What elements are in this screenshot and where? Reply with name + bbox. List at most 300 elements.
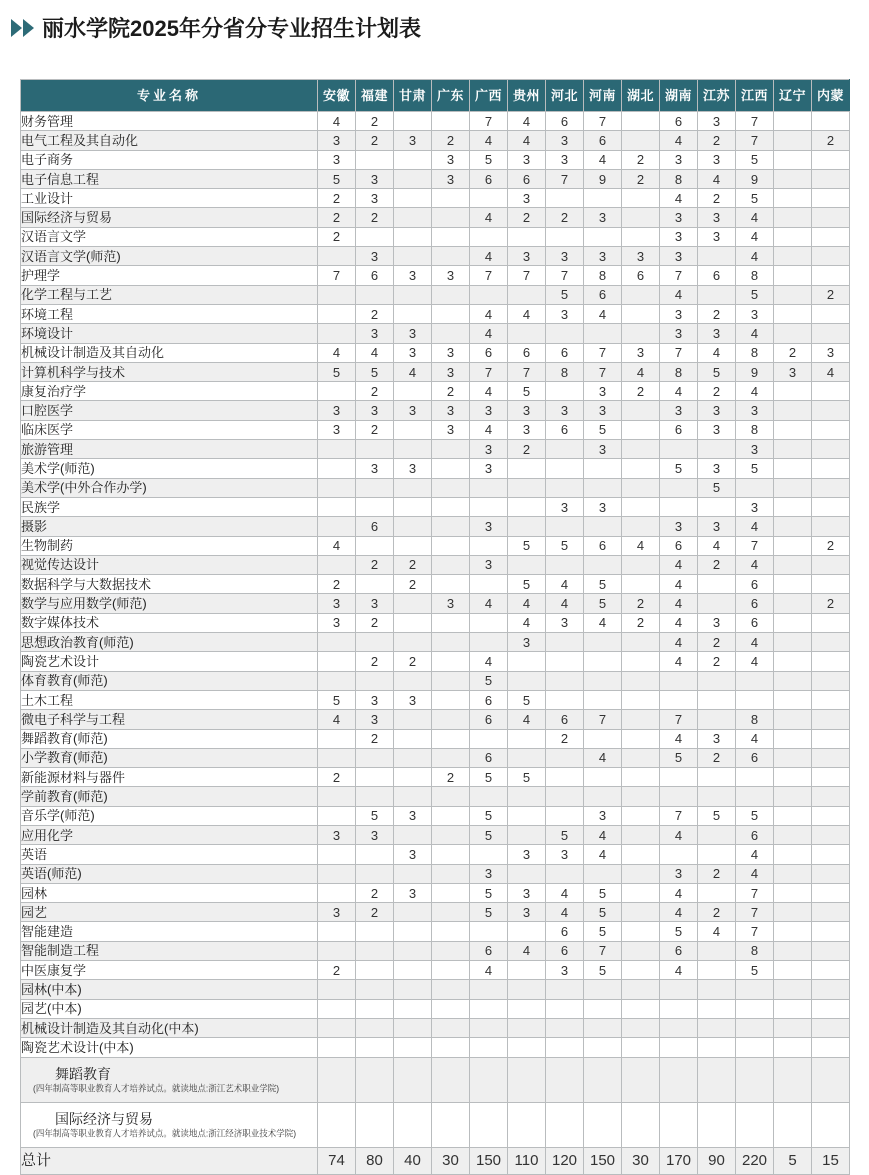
plan-count-cell	[774, 478, 812, 497]
plan-count-cell: 6	[508, 343, 546, 362]
plan-count-cell	[432, 633, 470, 652]
plan-count-cell: 6	[660, 112, 698, 131]
plan-count-cell	[774, 112, 812, 131]
plan-count-cell: 7	[660, 343, 698, 362]
plan-count-cell	[470, 633, 508, 652]
plan-count-cell: 3	[546, 497, 584, 516]
plan-count-cell: 2	[812, 285, 850, 304]
total-count-cell: 170	[660, 1147, 698, 1174]
plan-count-cell: 5	[698, 478, 736, 497]
major-name-cell: 智能建造	[21, 922, 318, 941]
plan-count-cell: 6	[736, 613, 774, 632]
plan-count-cell: 3	[698, 517, 736, 536]
col-header-province: 贵州	[508, 80, 546, 112]
table-row	[21, 459, 850, 478]
plan-count-cell	[774, 980, 812, 999]
major-name-cell: 环境工程	[21, 304, 318, 323]
plan-count-cell	[546, 189, 584, 208]
plan-count-cell	[508, 864, 546, 883]
plan-count-cell: 5	[546, 536, 584, 555]
major-note-text: (四年制高等职业教育人才培养试点。就读地点:浙江经济职业技术学院)	[33, 1127, 297, 1139]
plan-count-cell	[432, 1102, 470, 1147]
plan-count-cell: 5	[508, 575, 546, 594]
plan-count-cell: 5	[584, 922, 622, 941]
plan-count-cell	[698, 999, 736, 1018]
plan-count-cell: 4	[470, 961, 508, 980]
plan-count-cell: 2	[356, 131, 394, 150]
plan-count-cell	[318, 247, 356, 266]
plan-count-cell: 4	[546, 883, 584, 902]
plan-count-cell	[584, 1057, 622, 1102]
table-row	[21, 131, 850, 150]
plan-count-cell: 7	[736, 536, 774, 555]
plan-count-cell	[698, 1018, 736, 1037]
plan-count-cell	[356, 1102, 394, 1147]
col-header-major: 专业名称	[21, 80, 318, 112]
total-count-cell: 150	[470, 1147, 508, 1174]
plan-count-cell	[812, 883, 850, 902]
plan-count-cell	[394, 382, 432, 401]
plan-count-cell: 6	[584, 536, 622, 555]
plan-count-cell: 3	[432, 169, 470, 188]
major-name-cell: 园艺	[21, 903, 318, 922]
table-row	[21, 941, 850, 960]
plan-count-cell	[432, 652, 470, 671]
major-name-cell: 英语(师范)	[21, 864, 318, 883]
plan-count-cell	[584, 633, 622, 652]
plan-count-cell	[622, 497, 660, 516]
plan-count-cell	[394, 903, 432, 922]
plan-count-cell	[546, 1018, 584, 1037]
plan-count-cell	[774, 517, 812, 536]
major-name-cell: 视觉传达设计	[21, 555, 318, 574]
plan-count-cell: 4	[660, 131, 698, 150]
table-row	[21, 247, 850, 266]
plan-count-cell: 2	[698, 189, 736, 208]
plan-count-cell: 4	[470, 131, 508, 150]
plan-count-cell: 3	[584, 247, 622, 266]
plan-count-cell	[812, 613, 850, 632]
plan-count-cell: 2	[356, 613, 394, 632]
plan-count-cell	[584, 478, 622, 497]
plan-count-cell: 2	[698, 633, 736, 652]
plan-count-cell	[698, 961, 736, 980]
plan-count-cell: 4	[660, 652, 698, 671]
plan-count-cell: 4	[508, 613, 546, 632]
plan-count-cell: 6	[470, 748, 508, 767]
plan-count-cell	[432, 285, 470, 304]
major-name-cell: 国际经济与贸易	[21, 208, 318, 227]
plan-count-cell	[622, 1102, 660, 1147]
plan-count-cell	[774, 961, 812, 980]
table-row	[21, 169, 850, 188]
plan-count-cell: 4	[470, 304, 508, 323]
plan-count-cell	[812, 1018, 850, 1037]
plan-count-cell	[394, 440, 432, 459]
plan-count-cell: 6	[584, 131, 622, 150]
plan-count-cell	[774, 652, 812, 671]
plan-count-cell: 7	[736, 112, 774, 131]
plan-count-cell: 3	[698, 112, 736, 131]
plan-count-cell	[318, 478, 356, 497]
plan-count-cell	[660, 690, 698, 709]
plan-count-cell	[546, 1102, 584, 1147]
plan-count-cell: 8	[546, 362, 584, 381]
plan-count-cell: 2	[812, 594, 850, 613]
plan-count-cell: 2	[698, 555, 736, 574]
plan-count-cell	[508, 748, 546, 767]
plan-count-cell	[318, 922, 356, 941]
plan-count-cell: 5	[356, 362, 394, 381]
plan-count-cell	[470, 478, 508, 497]
plan-count-cell	[470, 1057, 508, 1102]
plan-count-cell: 5	[736, 961, 774, 980]
plan-count-cell	[546, 324, 584, 343]
plan-count-cell	[584, 729, 622, 748]
plan-count-cell: 8	[736, 343, 774, 362]
table-row	[21, 285, 850, 304]
plan-count-cell	[812, 517, 850, 536]
double-right-arrow-icon	[11, 19, 35, 37]
plan-count-cell	[774, 710, 812, 729]
plan-count-cell: 2	[698, 382, 736, 401]
plan-count-cell	[432, 864, 470, 883]
plan-count-cell	[470, 497, 508, 516]
major-name-cell: 民族学	[21, 497, 318, 516]
plan-count-cell	[812, 112, 850, 131]
plan-count-cell	[432, 671, 470, 690]
plan-count-cell: 2	[546, 208, 584, 227]
plan-count-cell: 6	[508, 169, 546, 188]
plan-count-cell	[812, 440, 850, 459]
plan-count-cell	[698, 671, 736, 690]
plan-count-cell	[698, 845, 736, 864]
major-name-cell: 机械设计制造及其自动化(中本)	[21, 1018, 318, 1037]
plan-count-cell: 7	[584, 941, 622, 960]
plan-count-cell	[356, 536, 394, 555]
major-name-cell: 园林	[21, 883, 318, 902]
plan-count-cell: 4	[394, 362, 432, 381]
plan-count-cell: 3	[546, 131, 584, 150]
plan-count-cell: 4	[736, 555, 774, 574]
plan-count-cell: 3	[318, 594, 356, 613]
plan-count-cell	[432, 227, 470, 246]
total-count-cell: 30	[432, 1147, 470, 1174]
major-name-cell: 美术学(师范)	[21, 459, 318, 478]
plan-count-cell: 4	[660, 961, 698, 980]
plan-count-cell: 3	[698, 729, 736, 748]
plan-count-cell	[584, 980, 622, 999]
plan-count-cell	[432, 903, 470, 922]
plan-count-cell	[432, 941, 470, 960]
plan-count-cell: 2	[698, 304, 736, 323]
table-row	[21, 999, 850, 1018]
plan-count-cell	[774, 304, 812, 323]
plan-count-cell: 7	[736, 131, 774, 150]
plan-count-cell	[774, 825, 812, 844]
plan-count-cell	[394, 478, 432, 497]
plan-count-cell: 4	[660, 285, 698, 304]
major-name-cell: 美术学(中外合作办学)	[21, 478, 318, 497]
plan-count-cell	[394, 304, 432, 323]
plan-count-cell: 3	[432, 401, 470, 420]
plan-count-cell: 4	[698, 536, 736, 555]
plan-count-cell	[812, 420, 850, 439]
plan-count-cell	[356, 787, 394, 806]
plan-count-cell: 3	[394, 401, 432, 420]
total-count-cell: 40	[394, 1147, 432, 1174]
plan-count-cell	[394, 247, 432, 266]
major-name-cell: 生物制药	[21, 536, 318, 555]
plan-count-cell: 7	[584, 112, 622, 131]
plan-count-cell: 5	[584, 420, 622, 439]
plan-count-cell	[432, 1038, 470, 1057]
plan-count-cell	[470, 227, 508, 246]
plan-count-cell: 2	[356, 903, 394, 922]
plan-count-cell	[812, 787, 850, 806]
plan-count-cell	[394, 189, 432, 208]
plan-count-cell	[394, 517, 432, 536]
plan-count-cell: 4	[584, 845, 622, 864]
plan-count-cell	[356, 845, 394, 864]
plan-count-cell: 2	[698, 748, 736, 767]
plan-count-cell	[356, 1057, 394, 1102]
plan-count-cell	[546, 440, 584, 459]
plan-count-cell: 3	[698, 150, 736, 169]
plan-count-cell	[394, 748, 432, 767]
plan-count-cell	[356, 150, 394, 169]
plan-count-cell	[812, 690, 850, 709]
col-header-province: 广东	[432, 80, 470, 112]
plan-count-cell: 5	[318, 362, 356, 381]
plan-count-cell	[774, 1018, 812, 1037]
plan-count-cell	[432, 459, 470, 478]
plan-count-cell: 2	[622, 594, 660, 613]
plan-count-cell	[774, 189, 812, 208]
plan-count-cell	[622, 189, 660, 208]
major-name-cell: 临床医学	[21, 420, 318, 439]
plan-count-cell: 8	[660, 169, 698, 188]
plan-count-cell	[736, 768, 774, 787]
plan-count-cell	[774, 208, 812, 227]
plan-count-cell: 4	[508, 112, 546, 131]
major-name-cell: 护理学	[21, 266, 318, 285]
plan-count-cell	[736, 1057, 774, 1102]
plan-count-cell	[812, 922, 850, 941]
major-name-cell: 应用化学	[21, 825, 318, 844]
plan-count-cell	[622, 440, 660, 459]
plan-count-cell: 5	[660, 459, 698, 478]
table-row	[21, 324, 850, 343]
plan-count-cell	[660, 440, 698, 459]
plan-count-cell	[356, 478, 394, 497]
plan-count-cell	[546, 555, 584, 574]
plan-count-cell: 3	[394, 343, 432, 362]
plan-count-cell	[774, 941, 812, 960]
plan-count-cell: 5	[584, 575, 622, 594]
plan-count-cell	[774, 729, 812, 748]
plan-count-cell	[622, 768, 660, 787]
plan-count-cell	[812, 999, 850, 1018]
plan-count-cell	[508, 1038, 546, 1057]
plan-count-cell	[774, 633, 812, 652]
plan-count-cell	[774, 150, 812, 169]
plan-count-cell	[622, 1018, 660, 1037]
total-label: 总计	[21, 1147, 318, 1174]
plan-count-cell	[318, 440, 356, 459]
plan-count-cell: 2	[812, 536, 850, 555]
table-row	[21, 555, 850, 574]
plan-count-cell: 6	[546, 420, 584, 439]
col-header-province: 湖南	[660, 80, 698, 112]
plan-count-cell	[546, 690, 584, 709]
plan-count-cell: 2	[812, 131, 850, 150]
plan-count-cell: 4	[660, 825, 698, 844]
plan-count-cell: 4	[356, 343, 394, 362]
plan-count-cell	[812, 401, 850, 420]
table-row	[21, 112, 850, 131]
plan-count-cell: 6	[736, 825, 774, 844]
plan-count-cell	[622, 131, 660, 150]
plan-count-cell: 4	[698, 922, 736, 941]
plan-count-cell	[660, 845, 698, 864]
plan-count-cell	[622, 304, 660, 323]
table-body	[21, 112, 850, 1175]
plan-count-cell	[394, 536, 432, 555]
plan-count-cell: 7	[318, 266, 356, 285]
plan-count-cell	[318, 806, 356, 825]
plan-count-cell	[470, 999, 508, 1018]
plan-count-cell	[470, 1102, 508, 1147]
plan-count-cell: 8	[584, 266, 622, 285]
plan-count-cell	[774, 1038, 812, 1057]
plan-count-cell: 2	[356, 208, 394, 227]
plan-count-cell	[584, 671, 622, 690]
plan-count-cell	[318, 845, 356, 864]
table-row	[21, 787, 850, 806]
col-header-province: 内蒙	[812, 80, 850, 112]
table-row	[21, 575, 850, 594]
plan-count-cell	[432, 710, 470, 729]
table-row	[21, 1018, 850, 1037]
plan-count-cell	[622, 478, 660, 497]
major-name-cell	[21, 1102, 318, 1147]
plan-count-cell	[812, 864, 850, 883]
plan-count-cell	[812, 169, 850, 188]
major-name-cell: 音乐学(师范)	[21, 806, 318, 825]
table-row	[21, 613, 850, 632]
plan-count-cell: 3	[356, 169, 394, 188]
plan-count-cell	[622, 324, 660, 343]
plan-count-cell	[774, 671, 812, 690]
plan-count-cell: 6	[356, 517, 394, 536]
table-row	[21, 980, 850, 999]
plan-count-cell	[546, 517, 584, 536]
plan-count-cell	[318, 1057, 356, 1102]
major-name-cell: 舞蹈教育(师范)	[21, 729, 318, 748]
plan-count-cell	[394, 613, 432, 632]
plan-count-cell: 2	[622, 382, 660, 401]
plan-count-cell: 6	[470, 169, 508, 188]
plan-count-cell: 5	[736, 459, 774, 478]
plan-count-cell	[622, 671, 660, 690]
plan-count-cell	[736, 671, 774, 690]
plan-count-cell	[812, 1038, 850, 1057]
plan-count-cell	[812, 710, 850, 729]
plan-count-cell	[508, 1057, 546, 1102]
plan-count-cell	[318, 555, 356, 574]
plan-count-cell	[622, 710, 660, 729]
plan-count-cell	[698, 883, 736, 902]
total-count-cell: 74	[318, 1147, 356, 1174]
major-name-cell: 小学教育(师范)	[21, 748, 318, 767]
plan-count-cell: 7	[546, 266, 584, 285]
plan-count-cell: 6	[546, 343, 584, 362]
plan-count-cell	[394, 285, 432, 304]
plan-count-cell	[432, 729, 470, 748]
plan-count-cell	[394, 980, 432, 999]
major-name-cell: 口腔医学	[21, 401, 318, 420]
plan-count-cell: 3	[318, 131, 356, 150]
plan-count-cell	[356, 768, 394, 787]
major-name-cell: 智能制造工程	[21, 941, 318, 960]
plan-count-cell	[622, 517, 660, 536]
plan-count-cell	[356, 748, 394, 767]
plan-count-cell: 3	[394, 459, 432, 478]
plan-count-cell	[774, 903, 812, 922]
plan-count-cell	[774, 382, 812, 401]
table-row	[21, 748, 850, 767]
plan-count-cell	[546, 748, 584, 767]
plan-count-cell	[432, 961, 470, 980]
plan-count-cell	[698, 1038, 736, 1057]
plan-count-cell: 8	[660, 362, 698, 381]
plan-count-cell	[508, 980, 546, 999]
plan-count-cell: 4	[660, 189, 698, 208]
plan-count-cell	[812, 652, 850, 671]
plan-count-cell	[584, 864, 622, 883]
plan-count-cell: 3	[736, 401, 774, 420]
plan-count-cell: 3	[356, 189, 394, 208]
total-count-cell: 220	[736, 1147, 774, 1174]
plan-count-cell: 4	[622, 536, 660, 555]
plan-count-cell: 2	[318, 961, 356, 980]
plan-count-cell: 3	[698, 401, 736, 420]
plan-count-cell	[318, 517, 356, 536]
plan-count-cell	[470, 613, 508, 632]
plan-count-cell: 3	[356, 459, 394, 478]
plan-count-cell: 5	[318, 169, 356, 188]
plan-count-cell	[698, 497, 736, 516]
plan-count-cell	[470, 285, 508, 304]
plan-count-cell	[432, 208, 470, 227]
plan-count-cell: 2	[622, 169, 660, 188]
plan-count-cell: 6	[584, 285, 622, 304]
plan-count-cell	[774, 497, 812, 516]
plan-count-cell	[622, 401, 660, 420]
major-name-cell: 英语	[21, 845, 318, 864]
plan-count-cell: 3	[432, 266, 470, 285]
table-row	[21, 401, 850, 420]
plan-count-cell	[508, 459, 546, 478]
plan-count-cell	[622, 690, 660, 709]
table-row	[21, 1057, 850, 1102]
plan-count-cell: 6	[698, 266, 736, 285]
plan-count-cell	[622, 575, 660, 594]
major-name-cell: 新能源材料与器件	[21, 768, 318, 787]
major-name-cell: 思想政治教育(师范)	[21, 633, 318, 652]
major-name-cell: 康复治疗学	[21, 382, 318, 401]
